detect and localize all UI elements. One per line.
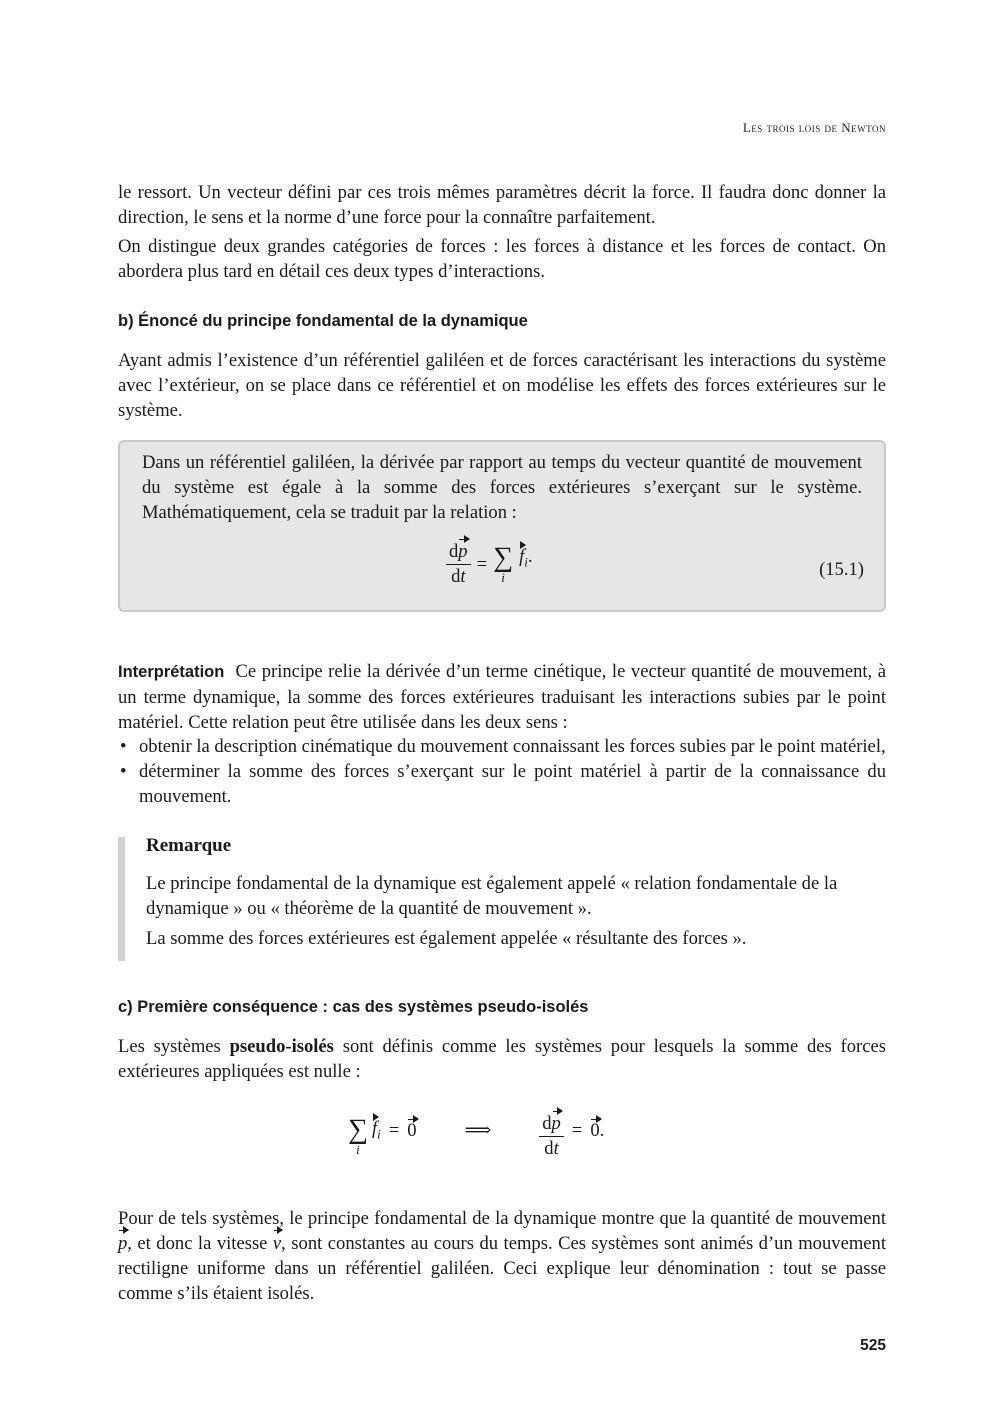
- section-c-heading: c) Première conséquence : cas des systèmes pseudo-isolés: [118, 998, 589, 1016]
- remark-title: Remarque: [146, 835, 232, 856]
- principle-statement: Dans un référentiel galiléen, la dérivée par rapport au temps du vecteur quantité de mouvement du système est égale à la somme des forces extérieures s’exerçant sur le système. Mathématiquement, cela se traduit par la relation :: [142, 452, 862, 523]
- zero-vector: 0: [407, 1119, 417, 1141]
- vector-p: p: [458, 541, 468, 562]
- section-b-paragraph: Ayant admis l’existence d’un référentiel galiléen et de forces caractérisant les interactions du système avec l’extérieur, on se place dans ce référentiel et on modélise les effets des forces extérieures sur le système.: [118, 350, 886, 421]
- equation-15-1: [446, 540, 533, 589]
- remark-paragraph-1: Le principe fondamental de la dynamique est également appelé « relation fondamentale de la dynamique » ou « théorème de la quantité de mouvement ».: [146, 873, 838, 919]
- remark-bar: [118, 837, 125, 961]
- derivative-fraction: $\frac{dp}{dt}$: [446, 540, 471, 589]
- principle-box: [118, 440, 886, 612]
- page-number: 525: [860, 1337, 886, 1354]
- remark-paragraph-2: La somme des forces extérieures est également appelée « résultante des forces ».: [146, 928, 747, 949]
- list-item: • obtenir la description cinématique du mouvement connaissant les forces subies par le point matériel,: [118, 734, 886, 759]
- equation-number: (15.1): [819, 559, 864, 580]
- interpretation-label: Interprétation: [118, 663, 225, 681]
- remark-block: [118, 837, 886, 961]
- sum-symbol: ∑ i: [348, 1113, 368, 1157]
- zero-vector: 0: [590, 1119, 600, 1141]
- interpretation-list: [118, 734, 886, 809]
- list-item: • déterminer la somme des forces s’exerçant sur le point matériel à partir de la connaissance du mouvement.: [118, 759, 886, 809]
- pseudo-isolated-equation: ∑ i $f_i$ = 0 ⟹ $\frac{dp}{dt}$ = 0.: [348, 1113, 605, 1159]
- term-pseudo-isoles: pseudo-isolés: [229, 1036, 334, 1057]
- vector-f-i: f: [371, 1118, 378, 1140]
- derivative-fraction: $\frac{dp}{dt}$: [539, 1112, 564, 1161]
- vector-f-i: $f_i$.: [519, 546, 533, 570]
- equals-sign: =: [476, 553, 488, 575]
- vector-p: p: [118, 1233, 128, 1254]
- interpretation-paragraph: [118, 659, 886, 735]
- intro-paragraph-1: le ressort. Un vecteur défini par ces trois mêmes paramètres décrit la force. Il faudra donc donner la direction, le sens et la norme d’une force pour la connaître parfaitement.: [118, 182, 886, 228]
- section-b-heading: b) Énoncé du principe fondamental de la dynamique: [118, 312, 528, 330]
- interpretation-text: Ce principe relie la dérivée d’un terme cinétique, le vecteur quantité de mouvement, à un terme dynamique, la somme des forces extérieures traduisant les interactions subies par le point matériel. Cette relation peut être utilisée dans les deux sens :: [118, 661, 887, 733]
- section-c-paragraph-2: Pour de tels systèmes, le principe fondamental de la dynamique montre que la quantité de mouvement p, et donc la vitesse v, sont constantes au cours du temps. Ces systèmes sont animés d’un mouvement rectiligne uniforme dans un référentiel galiléen. Ceci explique leur dénomination : tout se passe comme s’ils étaient isolés.: [118, 1208, 886, 1304]
- vector-v: v: [272, 1233, 282, 1254]
- intro-paragraph-2: On distingue deux grandes catégories de forces : les forces à distance et les forces de contact. On abordera plus tard en détail ces deux types d’interactions.: [118, 236, 886, 282]
- implies-arrow: ⟹: [464, 1119, 492, 1141]
- running-header: Les trois lois de Newton: [742, 120, 886, 135]
- section-c-paragraph-1: Les systèmes pseudo-isolés sont définis comme les systèmes pour lesquels la somme des forces extérieures appliquées est nulle :: [118, 1036, 886, 1082]
- sum-symbol: ∑ i: [493, 541, 514, 585]
